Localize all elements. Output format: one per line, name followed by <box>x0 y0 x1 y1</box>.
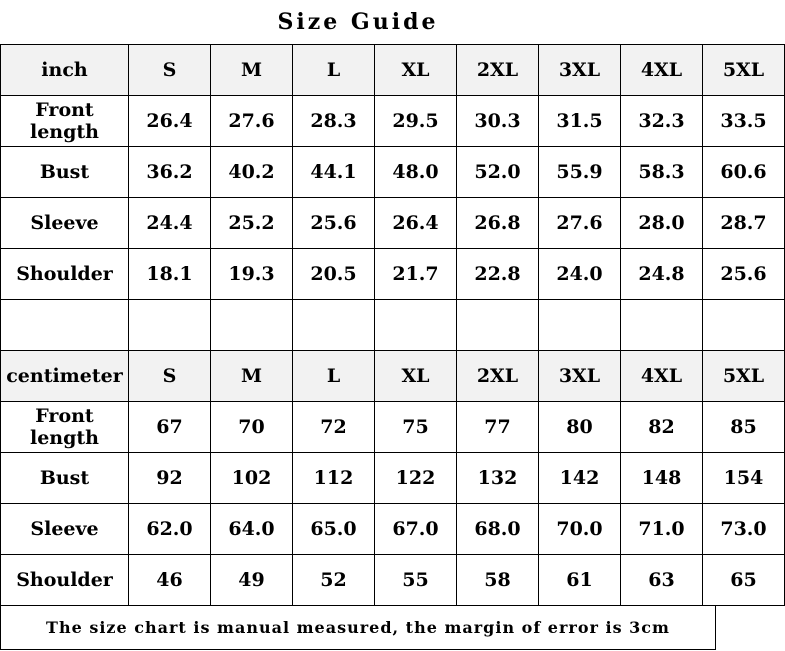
unit-label-inch: inch <box>1 45 129 96</box>
cell-value: 19.3 <box>211 249 293 300</box>
cell-value: 58.3 <box>621 147 703 198</box>
spacer-cell <box>375 300 457 351</box>
cell-value: 148 <box>621 453 703 504</box>
size-header-5xl: 5XL <box>703 351 785 402</box>
size-header-m: M <box>211 351 293 402</box>
cell-value: 70 <box>211 402 293 453</box>
unit-label-centimeter: centimeter <box>1 351 129 402</box>
spacer-cell <box>293 300 375 351</box>
cell-value: 102 <box>211 453 293 504</box>
cell-value: 64.0 <box>211 504 293 555</box>
cell-value: 92 <box>129 453 211 504</box>
cell-value: 75 <box>375 402 457 453</box>
cell-value: 21.7 <box>375 249 457 300</box>
cell-value: 67 <box>129 402 211 453</box>
spacer-cell <box>457 300 539 351</box>
table-row <box>1 96 785 147</box>
row-label: Shoulder <box>1 249 129 300</box>
cell-value: 55 <box>375 555 457 606</box>
cell-value: 52 <box>293 555 375 606</box>
size-header-s: S <box>129 45 211 96</box>
size-header-l: L <box>293 45 375 96</box>
cell-value: 22.8 <box>457 249 539 300</box>
size-header-3xl: 3XL <box>539 351 621 402</box>
cell-value: 24.8 <box>621 249 703 300</box>
cell-value: 25.6 <box>703 249 785 300</box>
cell-value: 122 <box>375 453 457 504</box>
row-label: Sleeve <box>1 504 129 555</box>
cell-value: 32.3 <box>621 96 703 147</box>
cell-value: 67.0 <box>375 504 457 555</box>
table-row <box>1 453 785 504</box>
cell-value: 85 <box>703 402 785 453</box>
cell-value: 68.0 <box>457 504 539 555</box>
size-header-2xl: 2XL <box>457 351 539 402</box>
size-header-4xl: 4XL <box>621 351 703 402</box>
cell-value: 46 <box>129 555 211 606</box>
table-header-row <box>1 351 785 402</box>
inch-size-table <box>0 44 785 606</box>
cell-value: 25.6 <box>293 198 375 249</box>
cell-value: 52.0 <box>457 147 539 198</box>
spacer-cell <box>211 300 293 351</box>
cell-value: 26.4 <box>375 198 457 249</box>
cell-value: 60.6 <box>703 147 785 198</box>
cell-value: 28.0 <box>621 198 703 249</box>
cell-value: 62.0 <box>129 504 211 555</box>
cell-value: 40.2 <box>211 147 293 198</box>
size-header-l: L <box>293 351 375 402</box>
size-header-5xl: 5XL <box>703 45 785 96</box>
row-label: Front length <box>1 96 129 147</box>
size-header-3xl: 3XL <box>539 45 621 96</box>
cell-value: 29.5 <box>375 96 457 147</box>
cell-value: 44.1 <box>293 147 375 198</box>
row-label: Bust <box>1 147 129 198</box>
cell-value: 30.3 <box>457 96 539 147</box>
cell-value: 58 <box>457 555 539 606</box>
spacer-cell <box>621 300 703 351</box>
spacer-cell <box>703 300 785 351</box>
cell-value: 82 <box>621 402 703 453</box>
size-header-s: S <box>129 351 211 402</box>
cell-value: 28.3 <box>293 96 375 147</box>
cell-value: 25.2 <box>211 198 293 249</box>
row-label: Shoulder <box>1 555 129 606</box>
cell-value: 55.9 <box>539 147 621 198</box>
cell-value: 63 <box>621 555 703 606</box>
table-row <box>1 198 785 249</box>
size-header-4xl: 4XL <box>621 45 703 96</box>
measurement-disclaimer: The size chart is manual measured, the margin of error is 3cm <box>0 606 716 650</box>
table-row <box>1 147 785 198</box>
size-header-xl: XL <box>375 351 457 402</box>
size-header-xl: XL <box>375 45 457 96</box>
cell-value: 70.0 <box>539 504 621 555</box>
size-header-2xl: 2XL <box>457 45 539 96</box>
table-spacer-row <box>1 300 785 351</box>
cell-value: 132 <box>457 453 539 504</box>
row-label: Bust <box>1 453 129 504</box>
table-header-row <box>1 45 785 96</box>
cell-value: 71.0 <box>621 504 703 555</box>
size-header-m: M <box>211 45 293 96</box>
spacer-cell <box>1 300 129 351</box>
table-row <box>1 504 785 555</box>
spacer-cell <box>129 300 211 351</box>
table-row <box>1 555 785 606</box>
cell-value: 154 <box>703 453 785 504</box>
table-row <box>1 402 785 453</box>
cell-value: 26.8 <box>457 198 539 249</box>
cell-value: 80 <box>539 402 621 453</box>
cell-value: 72 <box>293 402 375 453</box>
page-title: Size Guide <box>277 9 439 35</box>
cell-value: 49 <box>211 555 293 606</box>
cell-value: 142 <box>539 453 621 504</box>
cell-value: 31.5 <box>539 96 621 147</box>
cell-value: 33.5 <box>703 96 785 147</box>
cell-value: 112 <box>293 453 375 504</box>
row-label: Sleeve <box>1 198 129 249</box>
cell-value: 48.0 <box>375 147 457 198</box>
cell-value: 27.6 <box>539 198 621 249</box>
cell-value: 65.0 <box>293 504 375 555</box>
cell-value: 77 <box>457 402 539 453</box>
cell-value: 61 <box>539 555 621 606</box>
cell-value: 24.0 <box>539 249 621 300</box>
cell-value: 27.6 <box>211 96 293 147</box>
cell-value: 28.7 <box>703 198 785 249</box>
cell-value: 26.4 <box>129 96 211 147</box>
row-label: Front length <box>1 402 129 453</box>
cell-value: 65 <box>703 555 785 606</box>
cell-value: 36.2 <box>129 147 211 198</box>
spacer-cell <box>539 300 621 351</box>
cell-value: 18.1 <box>129 249 211 300</box>
table-row <box>1 249 785 300</box>
cell-value: 73.0 <box>703 504 785 555</box>
cell-value: 24.4 <box>129 198 211 249</box>
cell-value: 20.5 <box>293 249 375 300</box>
